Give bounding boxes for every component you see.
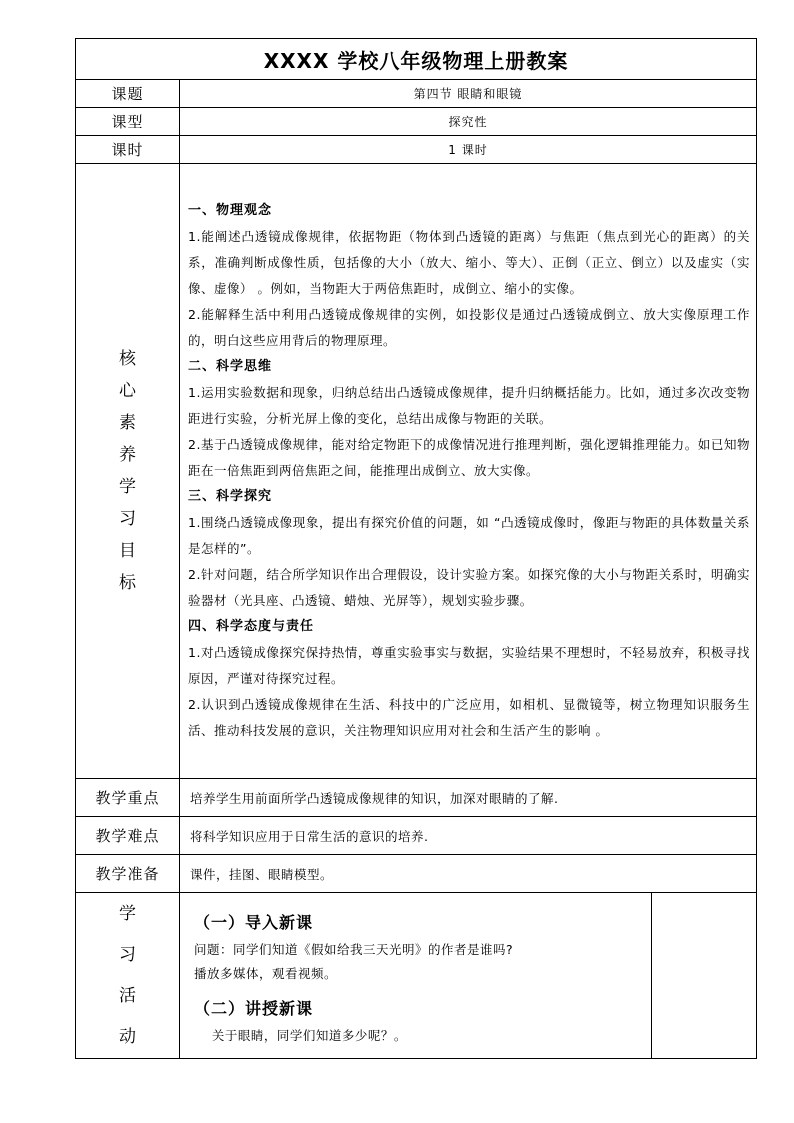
goal-item: 2.认识到凸透镜成像规律在生活、科技中的广泛应用，如相机、显微镜等，树立物理知识服务生活、推动科技发展的意识，关注物理知识应用对社会和生活产生的影响 。 xyxy=(188,697,751,738)
activity-line: 播放多媒体，观看视频。 xyxy=(194,965,338,981)
goal-item: 2.基于凸透镜成像规律，能对给定物距下的成像情况进行推理判断，强化逻辑推理能力。如已知物距在一倍焦距到两倍焦距之间，能推理出成倒立、放大实像。 xyxy=(188,437,751,478)
goals-label-char: 目 xyxy=(119,541,136,561)
activity-label xyxy=(76,893,180,1059)
meta-row-period xyxy=(76,136,757,164)
goal-item: 2.针对问题，结合所学知识作出合理假设，设计实验方案。如探究像的大小与物距关系时，明确实验器材（光具座、凸透镜、蜡烛、光屏等），规划实验步骤。 xyxy=(188,567,751,608)
goal-section-heading: 四、科学态度与责任 xyxy=(188,619,315,634)
goals-content xyxy=(180,164,757,779)
goal-section-heading: 二、科学思维 xyxy=(188,359,273,374)
document-title: XXXX 学校八年级物理上册教案 xyxy=(76,39,757,80)
topic-value: 第四节 眼睛和眼镜 xyxy=(180,80,757,108)
activity-content xyxy=(180,893,652,1059)
goal-item: 1.围绕凸透镜成像现象，提出有探究价值的问题，如 “凸透镜成像时，像距与物距的具体数量关系是怎样的”。 xyxy=(188,515,751,556)
meta-row-topic xyxy=(76,80,757,108)
period-value: 1 课时 xyxy=(180,136,757,164)
goals-label-char: 养 xyxy=(119,445,136,465)
goal-item: 1.能阐述凸透镜成像规律，依据物距（物体到凸透镜的距离）与焦距（焦点到光心的距离）的关系，准确判断成像性质，包括像的大小（放大、缩小、等大）、正倒（正立、倒立）以及虚实（实像、虚像） 。例如，当物距大于两倍焦距时，成倒立、缩小的实像。 xyxy=(188,229,751,296)
preparation-row xyxy=(76,855,757,893)
difficulty-value: 将科学知识应用于日常生活的意识的培养. xyxy=(180,817,757,855)
difficulty-row xyxy=(76,817,757,855)
key-points-value: 培养学生用前面所学凸透镜成像规律的知识，加深对眼睛的了解. xyxy=(180,779,757,817)
key-points-label: 教学重点 xyxy=(76,779,180,817)
topic-label: 课题 xyxy=(76,80,180,108)
goals-label-char: 学 xyxy=(119,477,136,497)
activity-label-char: 学 xyxy=(119,903,136,924)
activity-section-heading: （一）导入新课 xyxy=(194,912,314,932)
goals-label-char: 核 xyxy=(119,349,136,369)
lesson-plan-table xyxy=(75,38,757,1059)
lesson-plan-page xyxy=(75,38,756,1059)
difficulty-label: 教学难点 xyxy=(76,817,180,855)
activity-row xyxy=(76,893,757,1059)
goals-label-char: 素 xyxy=(119,413,136,433)
preparation-value: 课件，挂图、眼睛模型。 xyxy=(180,855,757,893)
activity-label-char: 活 xyxy=(119,985,136,1006)
meta-row-type xyxy=(76,108,757,136)
key-points-row xyxy=(76,779,757,817)
activity-line: 关于眼睛，同学们知道多少呢？。 xyxy=(194,1027,407,1043)
goal-section-heading: 三、科学探究 xyxy=(188,489,273,504)
goal-item: 1.对凸透镜成像探究保持热情，尊重实验事实与数据，实验结果不理想时，不轻易放弃，积极寻找原因，严谨对待探究过程。 xyxy=(188,645,751,686)
period-label: 课时 xyxy=(76,136,180,164)
activity-section-heading: （二）讲授新课 xyxy=(194,998,314,1018)
goals-label-char: 习 xyxy=(119,509,136,529)
activity-notes-column xyxy=(652,893,757,1059)
type-label: 课型 xyxy=(76,108,180,136)
preparation-label: 教学准备 xyxy=(76,855,180,893)
goals-label xyxy=(76,164,180,779)
activity-label-char: 习 xyxy=(119,944,136,965)
type-value: 探究性 xyxy=(180,108,757,136)
goals-label-char: 心 xyxy=(119,381,136,401)
activity-label-char: 动 xyxy=(119,1026,136,1047)
goals-label-char: 标 xyxy=(119,573,136,593)
goal-item: 1.运用实验数据和现象，归纳总结出凸透镜成像规律，提升归纳概括能力。比如，通过多次改变物距进行实验，分析光屏上像的变化，总结出成像与物距的关联。 xyxy=(188,385,751,426)
goal-section-heading: 一、物理观念 xyxy=(188,203,273,218)
activity-line: 问题：同学们知道《假如给我三天光明》的作者是谁吗? xyxy=(194,941,514,957)
goal-item: 2.能解释生活中利用凸透镜成像规律的实例，如投影仪是通过凸透镜成倒立、放大实像原理工作的，明白这些应用背后的物理原理。 xyxy=(188,307,751,348)
goals-row xyxy=(76,164,757,779)
